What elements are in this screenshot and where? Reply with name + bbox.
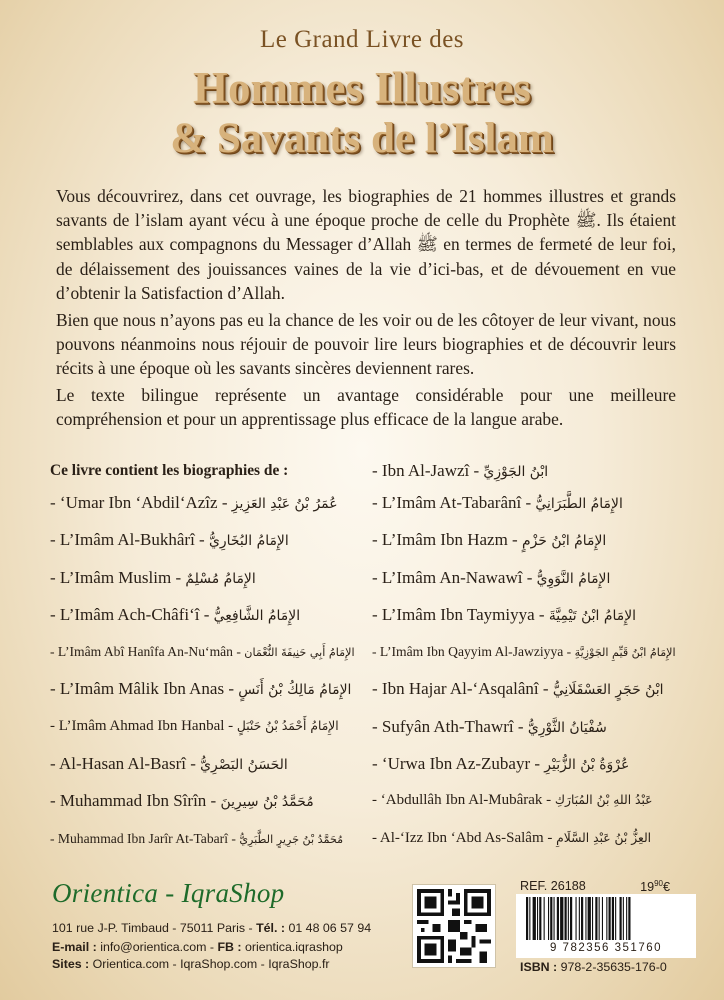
list-item — [372, 745, 692, 782]
barcode-bar — [599, 897, 600, 941]
list-item — [50, 559, 360, 596]
list-item-arabic: عَبْدُ اللهِ بْنُ المُبَارَكِ — [554, 793, 653, 808]
sites-label: Sites : — [52, 957, 90, 971]
isbn-value: 978-2-35635-176-0 — [557, 960, 667, 974]
list-item-arabic: الإِمَامُ ابْنُ تَيْمِيَّةَ — [548, 607, 637, 624]
list-item — [372, 633, 692, 670]
sites-value: Orientica.com - IqraShop.com - IqraShop.fr — [89, 957, 330, 971]
barcode-bar — [615, 897, 616, 941]
list-item-arabic: الإِمَامُ الشَّافِعِيُّ — [213, 607, 301, 624]
list-item-latin: - L’Imâm Ibn Taymiyya - — [372, 604, 549, 624]
barcode-bar — [626, 897, 627, 941]
price — [640, 879, 670, 894]
list-item-arabic: مُحَمَّدُ بْنُ جَرِيرٍ الطَّبَرِيُّ — [239, 832, 344, 846]
list-item-latin: - Al-Hasan Al-Basrî - — [50, 754, 201, 774]
list-item-latin: - L’Imâm An-Nawawî - — [372, 567, 537, 587]
barcode-bar — [592, 897, 593, 941]
barcode-bar — [585, 897, 586, 941]
biographies-list-left — [50, 458, 360, 857]
list-item — [372, 782, 692, 819]
publisher-sites — [52, 957, 330, 971]
publisher-address — [52, 921, 371, 935]
list-item-arabic: الإِمَامُ مَالِكُ بْنُ أَنَسٍ — [238, 682, 352, 699]
barcode-bar — [612, 897, 614, 941]
list-item-arabic: مُحَمَّدُ بْنُ سِيرِينَ — [220, 794, 314, 811]
list-item — [50, 633, 360, 670]
barcode-bar — [565, 897, 567, 941]
list-item-arabic: سُفْيَانُ الثَّوْرِيُّ — [527, 719, 607, 736]
description-paragraph-2: Bien que nous n’ayons pas eu la chance de les voir ou de les côtoyer de leur vivant, nous pouvons néanmoins nous réjouir de pouvoir lire leurs biographies et de découvrir leurs récits à une époque où les savants sincères deviennent rares. — [56, 310, 676, 379]
list-heading: Ce livre contient les biographies de : — [50, 462, 289, 479]
barcode-bar — [595, 897, 597, 941]
barcode-bar — [533, 897, 536, 941]
list-item-latin: - ‘Umar Ibn ‘Abdil‘Azîz - — [50, 493, 232, 512]
barcode-bar — [548, 897, 549, 941]
list-item-latin: - Muhammad Ibn Sîrîn - — [50, 791, 221, 811]
barcode-bar — [602, 897, 603, 941]
barcode-bar — [588, 897, 591, 941]
description-paragraph-1: Vous découvrirez, dans cet ouvrage, les biographies de 21 hommes illustres et grands savants de l’islam ayant vécu à une époque proche de celle du Prophète ﷺ. Ils étaient semblables aux compagnons du Messager d’Allah ﷺ en termes de fermeté de leur foi, de délaissement des jouissances vaines de la vie d’ici-bas, et de dévouement en vue d’obtenir la Satisfaction d’Allah. — [56, 186, 676, 303]
list-item-latin: - Muhammad Ibn Jarîr At-Tabarî - — [50, 830, 240, 846]
list-item-arabic: ابْنُ الجَوْزِيِّ — [483, 464, 549, 480]
list-item-latin: - L’Imâm Ahmad Ibn Hanbal - — [50, 717, 237, 734]
title-line-1: Hommes Illustres — [193, 63, 531, 113]
barcode-number: 9 782356 351760 — [516, 940, 696, 956]
list-item-arabic: الإِمَامُ البُخَارِيُّ — [208, 533, 289, 550]
barcode-bar — [606, 897, 607, 941]
tel-label: Tél. : — [256, 921, 286, 935]
list-item-latin: - L’Imâm Ibn Qayyim Al-Jawziyya - — [372, 644, 575, 660]
title-small: Le Grand Livre des — [259, 26, 465, 53]
list-item-latin: - Ibn Hajar Al-‘Asqalânî - — [372, 679, 553, 699]
list-item-arabic: عُرْوَةُ بْنُ الزُّبَيْرِ — [544, 757, 630, 774]
list-item — [50, 745, 360, 782]
barcode-bar — [526, 897, 528, 941]
list-item-latin: - L’Imâm Muslim - — [50, 567, 186, 587]
biographies-list-right — [372, 458, 692, 857]
barcode-bar — [539, 897, 541, 941]
list-item — [50, 782, 360, 819]
barcode-bar — [568, 897, 569, 941]
list-item — [50, 521, 360, 558]
barcode-bar — [550, 897, 552, 941]
barcode-bar — [560, 897, 563, 941]
list-item — [372, 484, 692, 521]
list-item — [50, 484, 360, 521]
list-item — [372, 596, 692, 633]
list-item-latin: - L’Imâm Abî Hanîfa An-Nu‘mân - — [50, 644, 245, 660]
barcode-bar — [576, 897, 577, 941]
list-item-arabic: الإِمَامُ أَبِي حَنِيفَةَ النُّعْمَان — [244, 646, 355, 660]
list-item-arabic: الإِمَامُ مُسْلِمٌ — [185, 570, 256, 587]
barcode-bar — [623, 897, 624, 941]
price-cents: 90 — [654, 879, 663, 888]
list-item-arabic: ابْنُ حَجَرٍ العَسْقَلَانِيُّ — [552, 682, 664, 699]
list-item-latin: - L’Imâm Ibn Hazm - — [372, 530, 522, 550]
list-item — [372, 820, 692, 857]
list-item-latin: - L’Imâm Ach-Châfi‘î - — [50, 604, 214, 624]
fb-value: orientica.iqrashop — [241, 940, 343, 954]
reference-number: REF. 26188 — [520, 879, 586, 893]
barcode-bar — [570, 897, 572, 941]
list-item-arabic: الحَسَنُ البَصْرِيُّ — [200, 757, 288, 774]
publisher-contact — [52, 940, 343, 954]
price-main: 19 — [640, 880, 655, 895]
isbn-label: ISBN : — [520, 960, 558, 974]
isbn — [520, 960, 667, 974]
list-item-latin: - ‘Urwa Ibn Az-Zubayr - — [372, 754, 545, 774]
list-item — [50, 596, 360, 633]
list-item — [372, 559, 692, 596]
barcode-bar — [581, 897, 583, 941]
tel-value: 01 48 06 57 94 — [285, 921, 372, 935]
price-currency: € — [662, 880, 670, 895]
barcode-bar — [537, 897, 538, 941]
barcode-bar — [620, 897, 622, 941]
reference-and-price — [520, 879, 670, 893]
barcode-bar — [557, 897, 559, 941]
fb-label: FB : — [217, 940, 242, 954]
list-item-latin: - Ibn Al-Jawzî - — [372, 461, 484, 480]
list-item-latin: - Al-‘Izz Ibn ‘Abd As-Salâm - — [372, 829, 557, 846]
list-item — [50, 820, 360, 857]
list-item-arabic: الإِمَامُ الطَّبَرَانِيُّ — [535, 496, 623, 512]
list-item — [50, 708, 360, 745]
address-text: 101 rue J-P. Timbaud - 75011 Paris - — [52, 921, 257, 935]
list-item — [372, 708, 692, 745]
list-item-latin: - L’Imâm Al-Bukhârî - — [50, 530, 209, 550]
publisher-logo: Orientica - IqraShop — [52, 878, 285, 908]
list-item — [372, 521, 692, 558]
list-item-arabic: الإِمَامُ ابْنُ حَزْمٍ — [521, 533, 607, 550]
list-item — [50, 670, 360, 707]
email-value: info@orientica.com - — [96, 940, 218, 954]
barcode-bar — [554, 897, 555, 941]
barcode-bar — [609, 897, 611, 941]
list-item-latin: - ‘Abdullâh Ibn Al-Mubârak - — [372, 792, 555, 809]
list-item-arabic: عُمَرُ بْنُ عَبْدِ العَزِيزِ — [231, 496, 338, 512]
list-item-latin: - L’Imâm At-Tabarânî - — [372, 493, 536, 512]
email-label: E-mail : — [52, 940, 97, 954]
barcode-bar — [544, 897, 545, 941]
description-paragraph-3: Le texte bilingue représente un avantage considérable pour une meilleure compréhension et pour un apprentissage plus efficace de la langue arabe. — [56, 385, 676, 430]
list-item-arabic: العِزُّ بْنُ عَبْدِ السَّلَامِ — [556, 830, 652, 845]
barcode — [516, 894, 696, 958]
title-line-2: & Savants de l’Islam — [170, 115, 554, 162]
barcode-bar — [579, 897, 580, 941]
qr-code — [412, 884, 496, 968]
list-item-arabic: الإِمَامُ النَّوَوِيُّ — [536, 570, 611, 587]
list-item — [372, 458, 692, 484]
list-item-latin: - L’Imâm Mâlik Ibn Anas - — [50, 679, 239, 699]
list-item-latin: - Sufyân Ath-Thawrî - — [372, 716, 528, 736]
barcode-bar — [529, 897, 530, 941]
list-item — [372, 670, 692, 707]
list-item-arabic: الإِمَامُ ابْنُ قَيِّمِ الجَوْزِيَّةِ — [574, 646, 676, 660]
barcode-bar — [628, 897, 630, 941]
list-item-arabic: الإِمَامُ أَحْمَدُ بْنُ حَنْبَلٍ — [236, 718, 339, 733]
